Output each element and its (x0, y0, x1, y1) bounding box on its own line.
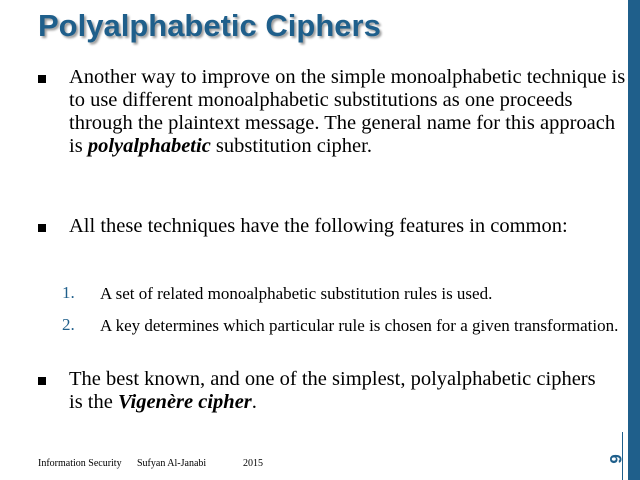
bullet-2-text: All these techniques have the following features in common: (69, 215, 568, 237)
footer-course: Information Security (38, 458, 122, 469)
numbered-marker-1: 1. (62, 283, 75, 302)
bullet-text-1 (69, 66, 629, 158)
page-number: 6 (606, 454, 625, 464)
numbered-text-1: A set of related monoalphabetic substitution rules is used. (100, 284, 493, 303)
slide-title: Polyalphabetic Ciphers (38, 8, 381, 43)
bullet-1-text: Another way to improve on the simple monoalphabetic technique is to use different monoalphabetic substitutions as one proceeds through the plaintext message. The general name for this approach is (69, 66, 626, 157)
bullet-marker (38, 75, 46, 83)
bullet-marker (38, 377, 46, 385)
bullet-marker (38, 224, 46, 232)
bullet-3-emphasis: Vigenère cipher (117, 391, 252, 413)
bullet-1-emphasis: polyalphabetic (87, 135, 211, 157)
bullet-3-text-end: . (251, 391, 257, 413)
bullet-1-text-end: substitution cipher. (210, 135, 372, 157)
footer-year: 2015 (243, 458, 263, 469)
bullet-3-text: The best known, and one of the simplest, polyalphabetic ciphers is the (69, 368, 596, 413)
bullet-text-3 (69, 368, 609, 414)
footer-author: Sufyan Al-Janabi (137, 458, 207, 469)
bullet-text-2 (69, 215, 569, 238)
numbered-text-2: A key determines which particular rule is chosen for a given transformation. (100, 316, 619, 335)
accent-bar (628, 0, 640, 480)
numbered-marker-2: 2. (62, 315, 75, 334)
